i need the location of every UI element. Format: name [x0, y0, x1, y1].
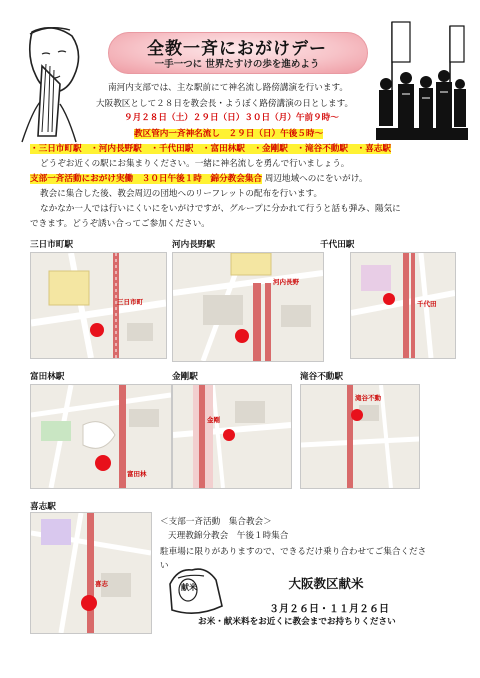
gathering-heading: ＜支部一斉活動 集合教会＞	[160, 517, 272, 527]
intro-line-3: どうぞお近くの駅にお集まりください。一緒に神名流しを勇んで行いましょう。	[40, 159, 350, 169]
offering-dates: ３月２６日・１１月２６日	[269, 604, 389, 615]
shibu-activity-rest: 周辺地域へのにをいがけ。	[264, 174, 368, 184]
map-label-mikkaichicho: 三日市町駅	[30, 240, 73, 250]
page-subtitle: 一手一つに 世界たすけの歩を進めよう	[154, 59, 320, 70]
meeting-point-marker	[90, 323, 104, 337]
map-tondabayashi	[30, 384, 172, 489]
station-name: 金剛	[207, 416, 220, 424]
meeting-point-marker	[81, 595, 97, 611]
meeting-point-marker	[235, 329, 249, 343]
intro-line-5: なかなか一人では行いにくいにをいがけですが、グループに分かれて行うと話も弾み、陽気に	[40, 204, 401, 214]
shibu-activity: 支部一斉活動におがけ実働 ３０日午後１時 錦分教会集合	[30, 174, 263, 184]
station-name: 富田林	[127, 470, 147, 478]
map-chiyoda	[350, 252, 456, 359]
intro-line-6: できます。どうぞ誘い合ってご参加ください。	[30, 219, 210, 229]
map-label-kishi: 喜志駅	[30, 502, 56, 512]
parking-note-1: 駐車場に限りがありますので、できるだけ乗り合わせてご集合くださ	[160, 547, 427, 557]
page-title: 全教一斉におがけデー	[147, 39, 327, 59]
meeting-point-marker	[95, 455, 111, 471]
map-kongo	[172, 384, 292, 489]
map-kawachinagano	[172, 252, 324, 362]
meeting-point-marker	[223, 429, 235, 441]
station-name: 河内長野	[273, 278, 299, 286]
map-takidanifudo	[300, 384, 420, 489]
parking-note-2: い	[160, 561, 169, 571]
rice-bag-label: 献米	[181, 583, 197, 592]
station-name: 喜志	[95, 580, 108, 588]
map-mikkaichicho	[30, 252, 167, 359]
map-label-tondabayashi: 富田林駅	[30, 372, 65, 382]
station-name: 滝谷不動	[355, 394, 381, 402]
station-list: ・三日市町駅 ・河内長野駅 ・千代田駅 ・富田林駅 ・金剛駅 ・滝谷不動駅 ・喜志駅	[30, 144, 391, 154]
kannai-event: 教区管内一斉神名流し ２９日（日）午後５時～	[134, 129, 324, 139]
meeting-point-marker	[351, 409, 363, 421]
praying-person-illustration	[12, 24, 94, 144]
intro-line-2: 大阪教区として２８日を教会長・ようぼく路傍講演の日とします。	[96, 99, 354, 109]
map-label-kawachinagano: 河内長野駅	[172, 240, 215, 250]
map-kishi	[30, 512, 152, 634]
map-label-chiyoda: 千代田駅	[320, 240, 355, 250]
station-name: 千代田	[417, 300, 437, 308]
event-dates: ９月２８日（土）２９日（日）３０日（月）午前９時～	[124, 113, 339, 123]
intro-line-4: 教会に集合した後、教会周辺の団地へのリーフレットの配布を行います。	[40, 189, 323, 199]
map-label-takidanifudo: 滝谷不動駅	[300, 372, 343, 382]
map-label-kongo: 金剛駅	[172, 372, 198, 382]
meeting-point-marker	[383, 293, 395, 305]
station-name: 三日市町	[117, 298, 143, 306]
offering-title: 大阪教区献米	[288, 576, 364, 591]
intro-line-1: 南河内支部では、主な駅前にて神名流し路傍講演を行います。	[108, 83, 348, 93]
procession-illustration	[376, 18, 468, 140]
gathering-church: 天理教錦分教会 午後１時集合	[168, 531, 289, 541]
offering-note: お米・献米料をお近くに教会までお持ちりください	[198, 617, 396, 627]
